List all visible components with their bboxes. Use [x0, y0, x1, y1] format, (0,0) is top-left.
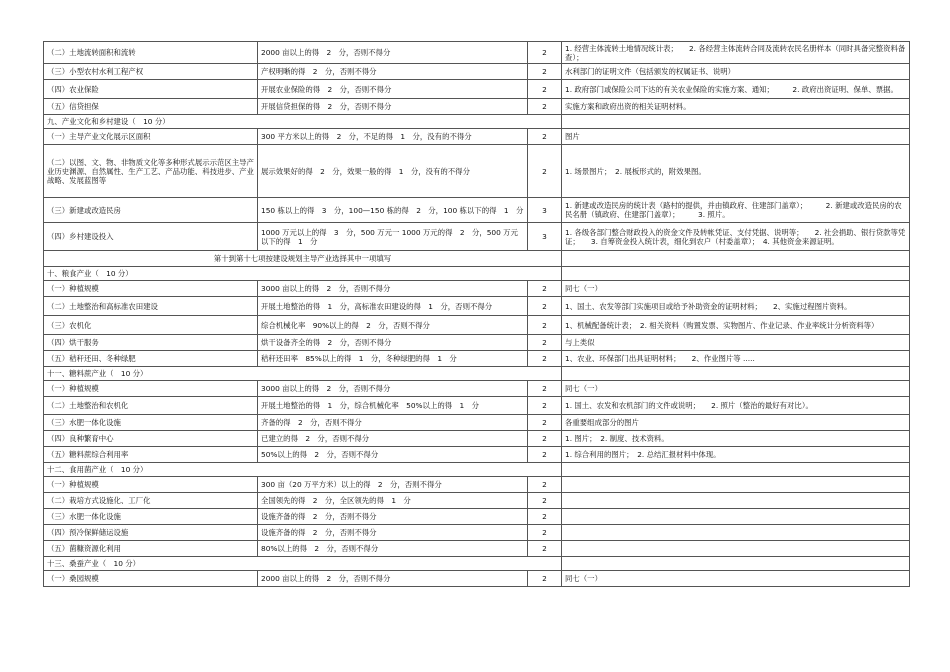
item-cell: （五）信贷担保	[44, 99, 258, 115]
score-cell: 2	[528, 381, 562, 397]
standard-cell: 2000 亩以上的得 2 分，否则不得分	[258, 42, 528, 64]
score-cell: 2	[528, 525, 562, 541]
evidence-cell: 实施方案和政府出资的相关证明材料。	[562, 99, 910, 115]
score-cell: 2	[528, 80, 562, 99]
item-cell: （四）烘干服务	[44, 335, 258, 351]
table-row	[44, 198, 910, 223]
section-title: 十一、糖料蔗产业（ 10 分）	[44, 367, 562, 381]
evidence-cell: 同七（一）	[562, 281, 910, 297]
evidence-cell	[562, 477, 910, 493]
evidence-cell: 1. 政府部门或保险公司下达的有关农业保险的实施方案、通知； 2. 政府出资证明、保单、票据。	[562, 80, 910, 99]
score-cell: 2	[528, 297, 562, 316]
item-cell: （一）主导产业文化展示区面积	[44, 129, 258, 145]
standard-cell: 150 栋以上的得 3 分，100—150 栋的得 2 分，100 栋以下的得 1 分	[258, 198, 528, 223]
score-cell: 2	[528, 431, 562, 447]
table-row	[44, 297, 910, 316]
item-cell: （二）土地整治和高标准农田建设	[44, 297, 258, 316]
item-cell: （三）小型农村水利工程产权	[44, 64, 258, 80]
table-row	[44, 99, 910, 115]
standard-cell: 设施齐备的得 2 分，否则不得分	[258, 525, 528, 541]
evidence-cell: 1、机械配备统计表； 2. 相关资料（购置发票、实物图片、作业记录、作业率统计分析资料等）	[562, 316, 910, 335]
section-title: 十三、桑蚕产业（ 10 分）	[44, 557, 562, 571]
item-cell: （三）水肥一体化设施	[44, 509, 258, 525]
score-cell: 3	[528, 223, 562, 251]
evidence-cell: 1、国土、农发等部门实施项目或给予补助资金的证明材料； 2、实施过程图片资料。	[562, 297, 910, 316]
standard-cell: 50%以上的得 2 分，否则不得分	[258, 447, 528, 463]
standard-cell: 开展信贷担保的得 2 分，否则不得分	[258, 99, 528, 115]
standard-cell: 综合机械化率 90%以上的得 2 分，否则不得分	[258, 316, 528, 335]
section-header-row	[44, 463, 910, 477]
item-cell: （一）种植规模	[44, 281, 258, 297]
evidence-cell: 1. 场景图片； 2. 展板形式的，附效果图。	[562, 145, 910, 198]
score-cell: 2	[528, 397, 562, 415]
section-title: 十二、食用菌产业（ 10 分）	[44, 463, 562, 477]
standard-cell: 80%以上的得 2 分，否则不得分	[258, 541, 528, 557]
standard-cell: 展示效果好的得 2 分，效果一般的得 1 分，没有的不得分	[258, 145, 528, 198]
table-row	[44, 431, 910, 447]
empty-cell	[562, 367, 910, 381]
score-cell: 2	[528, 145, 562, 198]
item-cell: （五）菌糠资源化利用	[44, 541, 258, 557]
table-row	[44, 281, 910, 297]
item-cell: （一）桑园规模	[44, 571, 258, 587]
table-row	[44, 477, 910, 493]
item-cell: （二）以图、文、物、非物质文化等多种形式展示示范区主导产业历史渊源、自然属性、生产工艺、产品功能、科技进步、产业战略、发展蓝图等	[44, 145, 258, 198]
evidence-cell: 图片	[562, 129, 910, 145]
evidence-cell: 1、农业、环保部门出具证明材料； 2、作业图片等 .....	[562, 351, 910, 367]
evidence-cell: 1. 图片； 2. 制度、技术资料。	[562, 431, 910, 447]
table-row	[44, 415, 910, 431]
standard-cell: 3000 亩以上的得 2 分，否则不得分	[258, 381, 528, 397]
item-cell: （四）乡村建设投入	[44, 223, 258, 251]
standard-cell: 已建立的得 2 分，否则不得分	[258, 431, 528, 447]
standard-cell: 开展土地整治的得 1 分，综合机械化率 50%以上的得 1 分	[258, 397, 528, 415]
standard-cell: 300 平方米以上的得 2 分，不足的得 1 分，没有的不得分	[258, 129, 528, 145]
evidence-cell	[562, 541, 910, 557]
standard-cell: 全国领先的得 2 分，全区领先的得 1 分	[258, 493, 528, 509]
score-cell: 2	[528, 129, 562, 145]
item-cell: （二）土地流转面积和流转	[44, 42, 258, 64]
evidence-cell: 1. 经营主体流转土地情况统计表； 2. 各经营主体流转合同及流转农民名册样本（同时具备完整资料备查）；	[562, 42, 910, 64]
section-header-row	[44, 267, 910, 281]
standard-cell: 设施齐备的得 2 分，否则不得分	[258, 509, 528, 525]
score-cell: 3	[528, 198, 562, 223]
evidence-cell: 1. 各级各部门整合财政投入的资金文件及转帐凭证、支付凭据、说明等； 2. 社会捐助、银行贷款等凭证； 3. 自筹资金投入统计表，细化到农户（村委盖章）； 4. 其他资金来源证明。	[562, 223, 910, 251]
score-cell: 2	[528, 493, 562, 509]
standard-cell: 3000 亩以上的得 2 分，否则不得分	[258, 281, 528, 297]
table-row	[44, 80, 910, 99]
score-cell: 2	[528, 509, 562, 525]
standard-cell: 1000 万元以上的得 3 分，500 万元一 1000 万元的得 2 分，500 万元以下的得 1 分	[258, 223, 528, 251]
section-title: 九、产业文化和乡村建设（ 10 分）	[44, 115, 562, 129]
table-row	[44, 223, 910, 251]
table-row	[44, 129, 910, 145]
item-cell: （三）水肥一体化设施	[44, 415, 258, 431]
table-row	[44, 316, 910, 335]
score-cell: 2	[528, 64, 562, 80]
item-cell: （三）农机化	[44, 316, 258, 335]
item-cell: （五）秸秆还田、冬种绿肥	[44, 351, 258, 367]
standard-cell: 开展农业保险的得 2 分，否则不得分	[258, 80, 528, 99]
empty-cell	[562, 251, 910, 267]
empty-cell	[562, 463, 910, 477]
empty-cell	[562, 267, 910, 281]
empty-cell	[562, 557, 910, 571]
item-cell: （四）预冷保鲜储运设施	[44, 525, 258, 541]
item-cell: （二）栽培方式设施化、工厂化	[44, 493, 258, 509]
item-cell: （一）种植规模	[44, 477, 258, 493]
table-row	[44, 381, 910, 397]
score-cell: 2	[528, 541, 562, 557]
table-row	[44, 493, 910, 509]
score-cell: 2	[528, 477, 562, 493]
table-row	[44, 571, 910, 587]
table-body	[44, 42, 910, 587]
evidence-cell: 与上类似	[562, 335, 910, 351]
score-cell: 2	[528, 571, 562, 587]
section-header-row	[44, 367, 910, 381]
score-cell: 2	[528, 335, 562, 351]
standard-cell: 2000 亩以上的得 2 分，否则不得分	[258, 571, 528, 587]
item-cell: （二）土地整治和农机化	[44, 397, 258, 415]
table-row	[44, 351, 910, 367]
evidence-cell: 水利部门的证明文件（包括颁发的权属证书、说明）	[562, 64, 910, 80]
score-cell: 2	[528, 316, 562, 335]
scoring-table	[43, 41, 910, 587]
item-cell: （四）农业保险	[44, 80, 258, 99]
evidence-cell: 1. 国土、农发和农机部门的文件或说明； 2. 照片（整治的最好有对比）。	[562, 397, 910, 415]
score-cell: 2	[528, 42, 562, 64]
table-row	[44, 64, 910, 80]
score-cell: 2	[528, 415, 562, 431]
item-cell: （五）糖料蔗综合利用率	[44, 447, 258, 463]
table-row	[44, 525, 910, 541]
evidence-cell: 1. 新建或改造民房的统计表（路村的提供，并由镇政府、住建部门盖章）； 2. 新建或改造民房的农民名册（镇政府、住建部门盖章）； 3. 照片。	[562, 198, 910, 223]
evidence-cell	[562, 509, 910, 525]
evidence-cell: 各重要组成部分的图片	[562, 415, 910, 431]
item-cell: （一）种植规模	[44, 381, 258, 397]
item-cell: （四）良种繁育中心	[44, 431, 258, 447]
standard-cell: 秸秆还田率 85%以上的得 1 分，冬种绿肥的得 1 分	[258, 351, 528, 367]
table-row	[44, 42, 910, 64]
table-row	[44, 145, 910, 198]
standard-cell: 开展土地整治的得 1 分，高标准农田建设的得 1 分，否则不得分	[258, 297, 528, 316]
table-row	[44, 397, 910, 415]
score-cell: 2	[528, 99, 562, 115]
section-title: 十、粮食产业（ 10 分）	[44, 267, 562, 281]
standard-cell: 产权明晰的得 2 分，否则不得分	[258, 64, 528, 80]
score-cell: 2	[528, 447, 562, 463]
standard-cell: 齐备的得 2 分，否则不得分	[258, 415, 528, 431]
evidence-cell: 同七（一）	[562, 381, 910, 397]
standard-cell: 300 亩（20 万平方米）以上的得 2 分，否则不得分	[258, 477, 528, 493]
section-header-row	[44, 115, 910, 129]
empty-cell	[562, 115, 910, 129]
item-cell: （三）新建或改造民房	[44, 198, 258, 223]
standard-cell: 烘干设备齐全的得 2 分，否则不得分	[258, 335, 528, 351]
table-row	[44, 447, 910, 463]
banner-row	[44, 251, 910, 267]
table-row	[44, 335, 910, 351]
table-row	[44, 509, 910, 525]
evidence-cell: 同七（一）	[562, 571, 910, 587]
section-header-row	[44, 557, 910, 571]
evidence-cell: 1. 综合利用的图片； 2. 总结汇报材料中体现。	[562, 447, 910, 463]
score-cell: 2	[528, 351, 562, 367]
evidence-cell	[562, 493, 910, 509]
table-row	[44, 541, 910, 557]
banner-note: 第十到第十七项按建设规划主导产业选择其中一项填写	[44, 251, 562, 267]
evidence-cell	[562, 525, 910, 541]
score-cell: 2	[528, 281, 562, 297]
